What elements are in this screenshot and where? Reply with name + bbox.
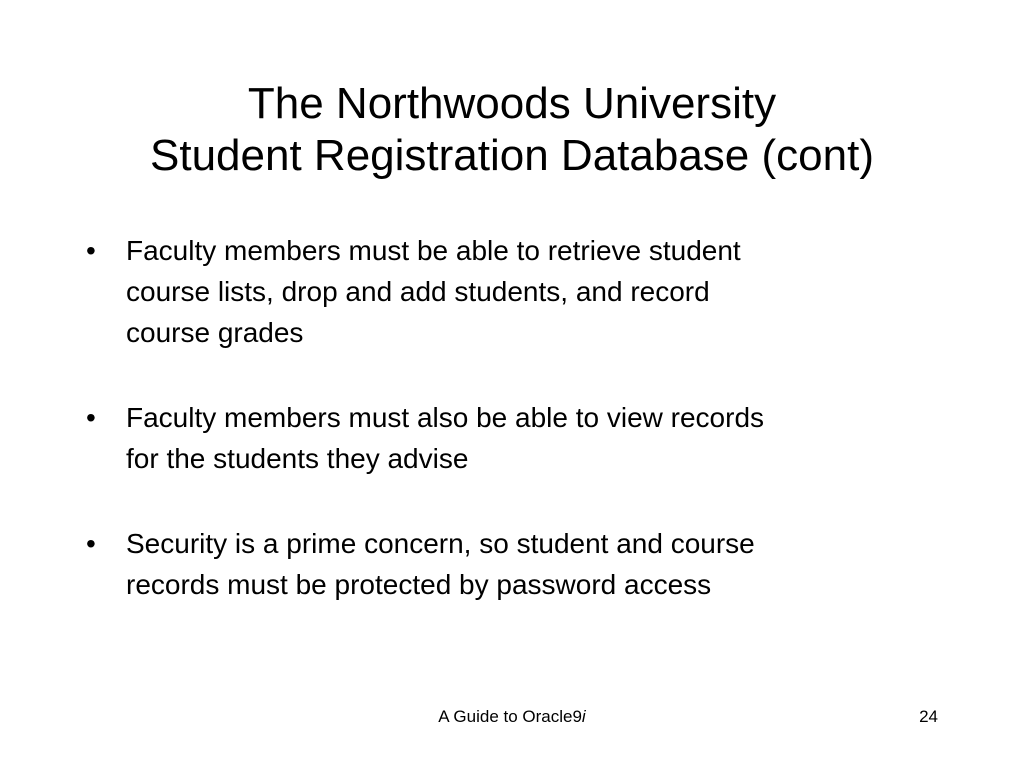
bullet-1-line-2: course lists, drop and add students, and record <box>126 276 710 307</box>
slide-title-line-1: The Northwoods University <box>247 79 777 128</box>
bullet-3-line-2: records must be protected by password access <box>126 569 712 600</box>
bullet-item-3 <box>86 523 946 605</box>
bullet-dot: • <box>86 235 96 266</box>
slide-title <box>40 78 984 182</box>
bullet-2-line-1: Faculty members must also be able to view records <box>126 402 765 433</box>
footer-title <box>0 706 1024 728</box>
bullet-item-1 <box>86 230 946 353</box>
bullet-dot: • <box>86 528 96 559</box>
footer-text: A Guide to Oracle9 <box>438 707 582 726</box>
bullet-item-2 <box>86 397 946 479</box>
slide-title-line-2: Student Registration Database (cont) <box>150 131 874 180</box>
footer-italic-suffix: i <box>581 707 586 726</box>
bullet-3-line-1: Security is a prime concern, so student and course <box>126 528 755 559</box>
bullet-list <box>86 230 946 649</box>
page-number: 24 <box>919 707 938 726</box>
bullet-2-line-2: for the students they advise <box>126 443 469 474</box>
bullet-1-line-1: Faculty members must be able to retrieve student <box>126 235 741 266</box>
bullet-dot: • <box>86 402 96 433</box>
bullet-1-line-3: course grades <box>126 317 304 348</box>
